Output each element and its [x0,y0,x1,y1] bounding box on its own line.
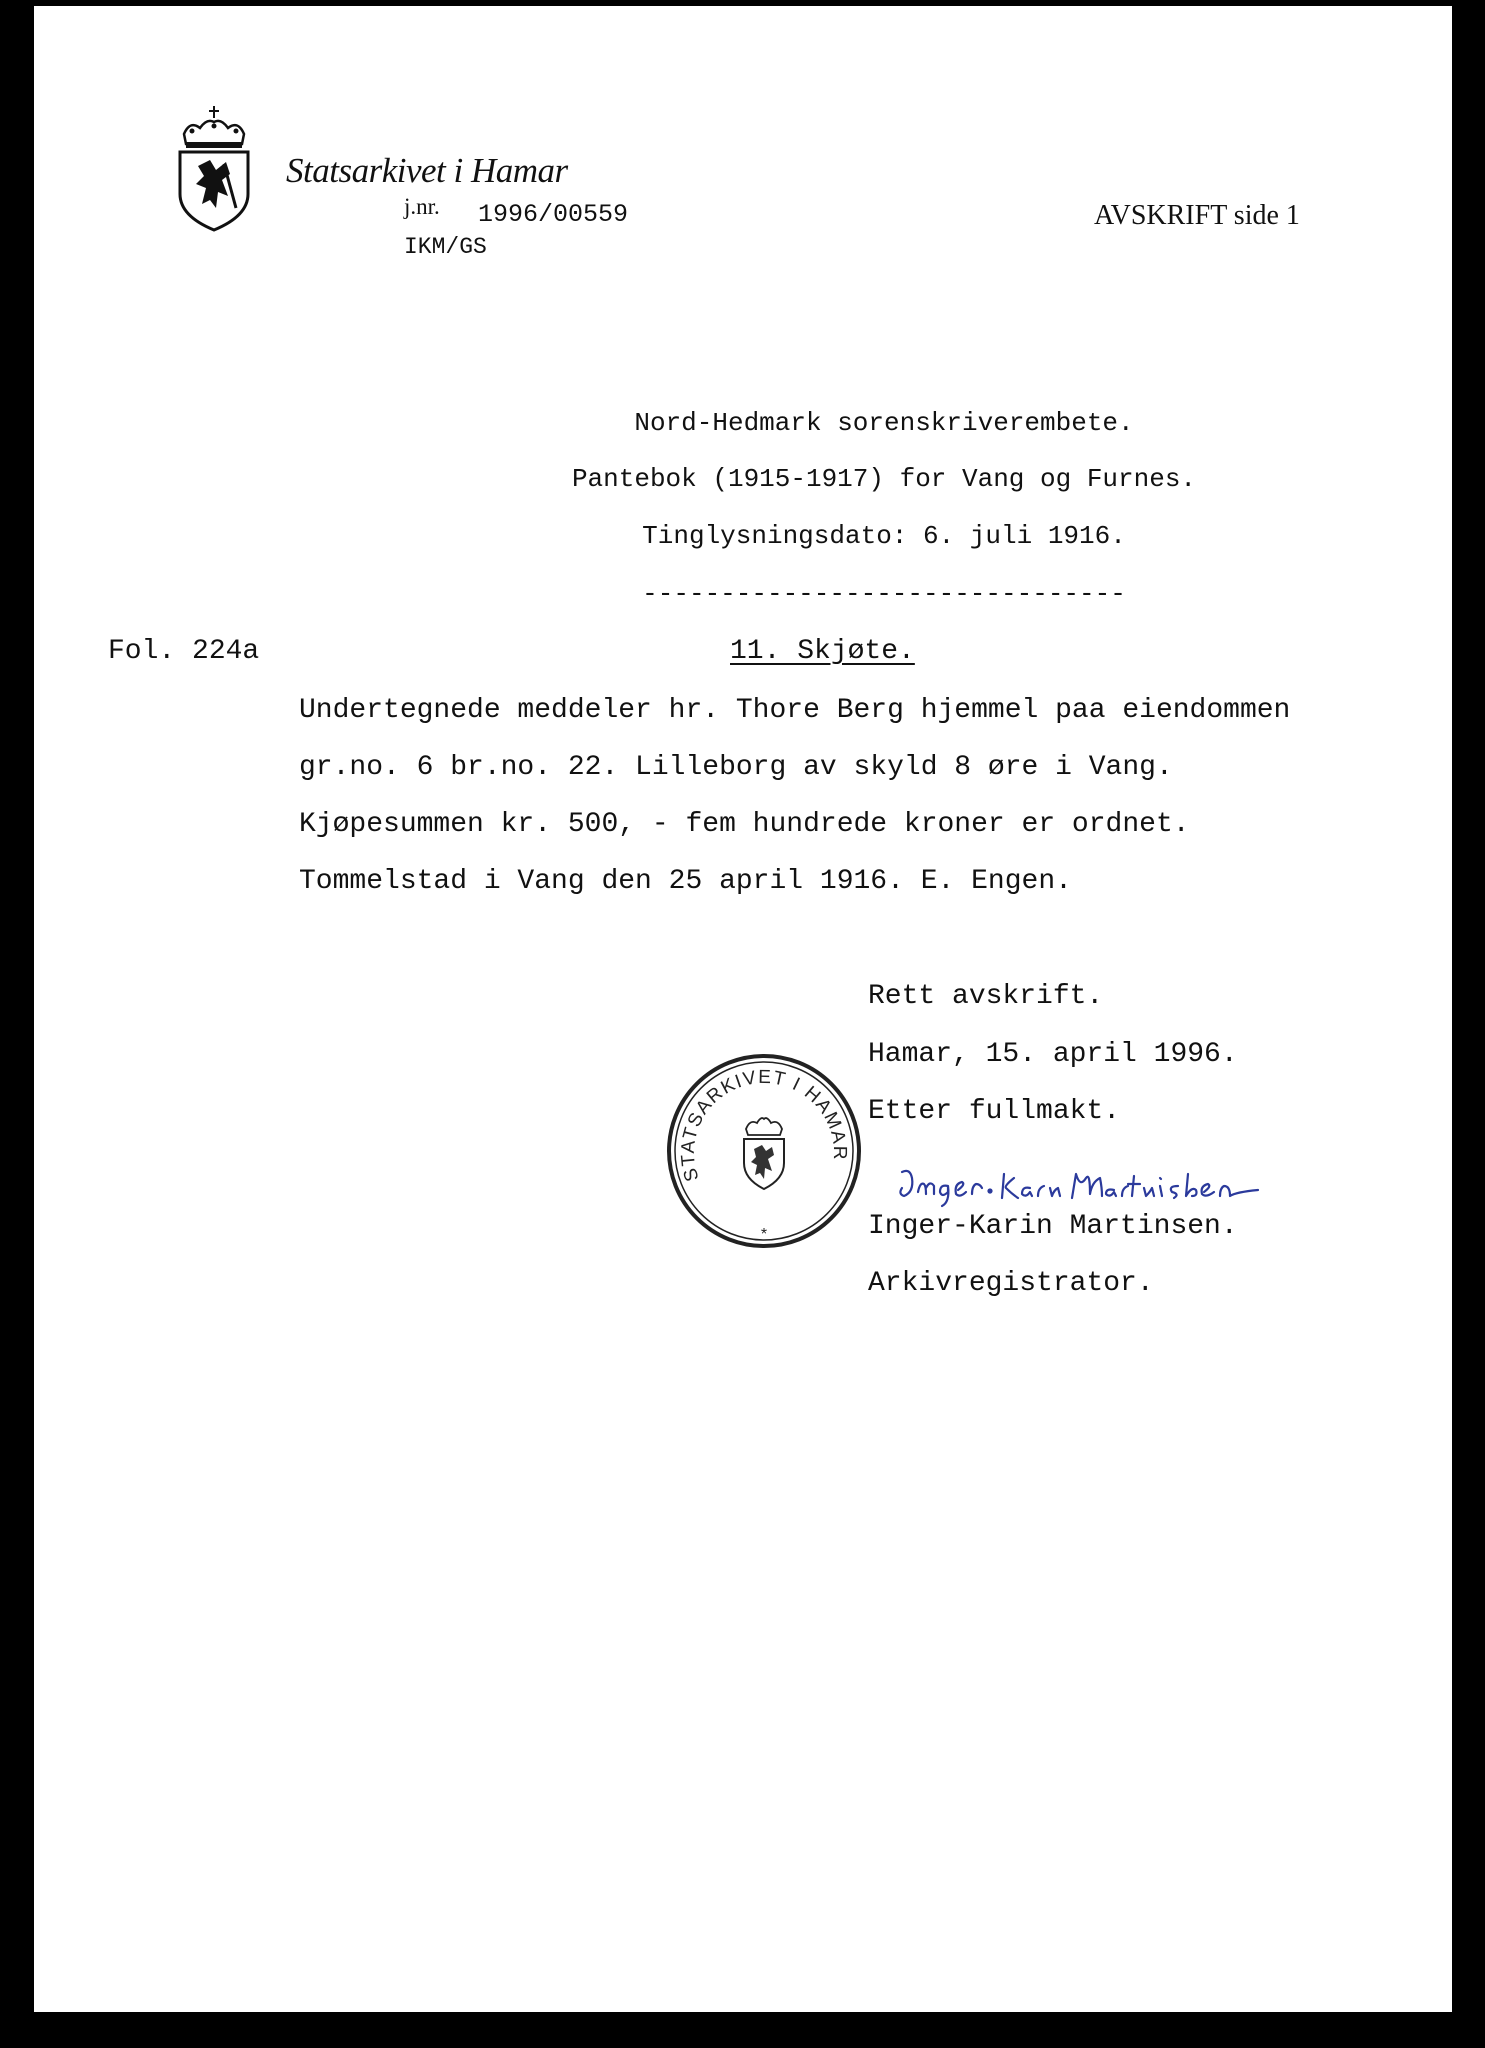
registration-date: Tinglysningsdato: 6. juli 1916. [642,521,1126,551]
entry-heading: 11. Skjøte. [730,636,915,667]
office-title: Nord-Hedmark sorenskriverembete. [634,408,1134,438]
certification-line: Rett avskrift. [868,981,1104,1012]
seal-text: STATSARKIVET I HAMAR [677,1066,851,1184]
folio-reference: Fol. 224a [108,636,260,667]
signatory-title: Arkivregistrator. [868,1268,1154,1299]
register-title: Pantebok (1915-1917) for Vang og Furnes. [571,464,1197,494]
handwritten-signature [896,1164,1276,1210]
separator-line: ------------------------------- [642,579,1126,609]
journal-number: 1996/00559 [478,200,629,229]
entry-line: gr.no. 6 br.no. 22. Lilleborg av skyld 8 øre i Vang. [299,752,1173,783]
journal-number-label: j.nr. [404,194,440,219]
certification-authority: Etter fullmakt. [868,1096,1121,1127]
seal-star: * [760,1226,768,1243]
copy-page-label: AVSKRIFT side 1 [1094,200,1300,231]
entry-line: Tommelstad i Vang den 25 april 1916. E. Engen. [299,866,1072,897]
coat-of-arms-icon [176,104,252,234]
document-page [34,6,1452,2012]
entry-line: Kjøpesummen kr. 500, - fem hundrede kroner er ordnet. [299,809,1190,840]
certification-place-date: Hamar, 15. april 1996. [868,1039,1238,1070]
archive-name: Statsarkivet i Hamar [286,151,568,190]
case-initials: IKM/GS [404,234,487,260]
archive-seal [664,1051,864,1251]
signatory-name: Inger-Karin Martinsen. [868,1211,1238,1242]
entry-line: Undertegnede meddeler hr. Thore Berg hjemmel paa eiendommen [299,695,1291,726]
